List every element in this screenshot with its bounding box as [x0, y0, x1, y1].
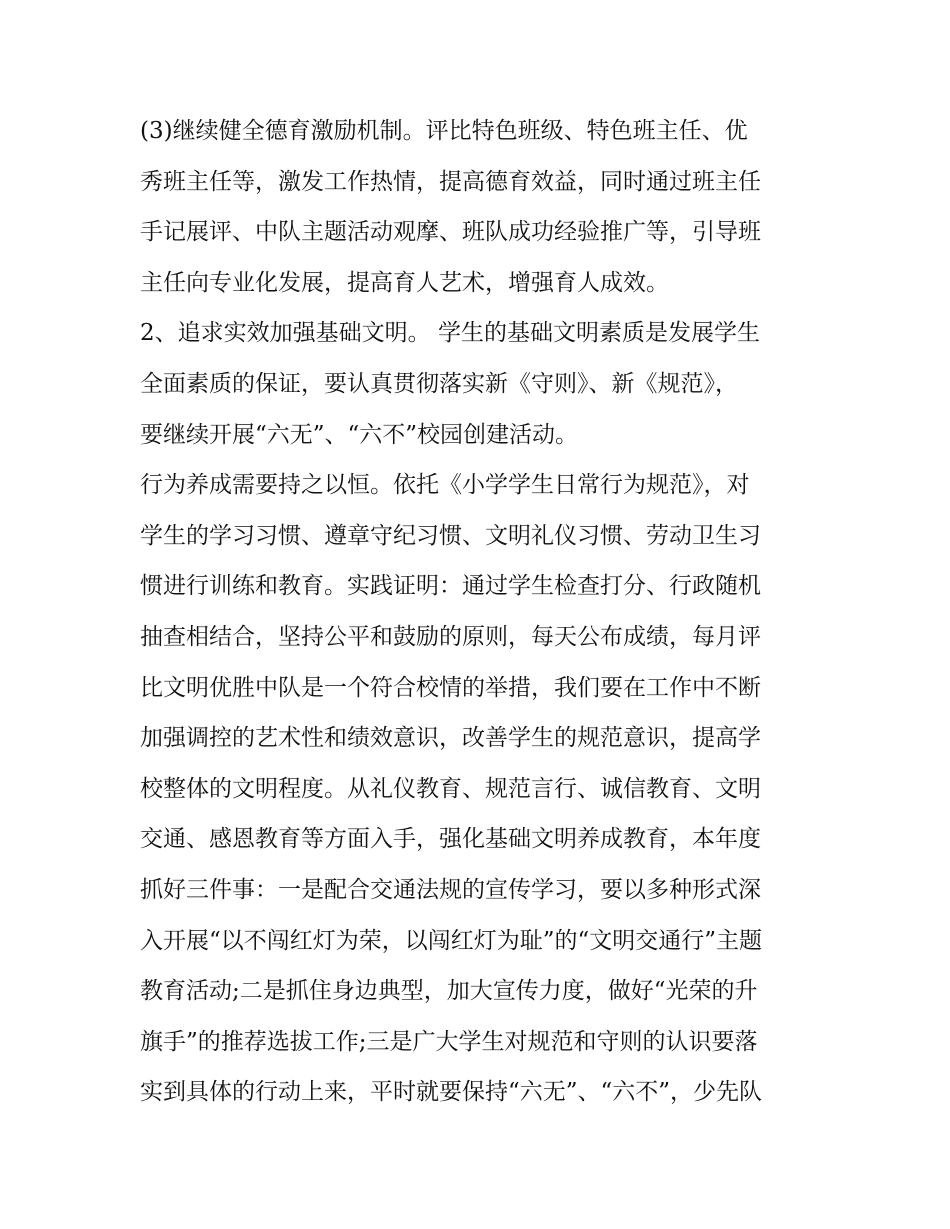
- text-line: 要继续开展“六无”、“六不”校园创建活动。: [140, 421, 579, 448]
- body-text: [140, 106, 820, 1118]
- text-line: 比文明优胜中队是一个符合校情的举措，我们要在工作中不断: [140, 674, 761, 701]
- text-line: 校整体的文明程度。从礼仪教育、规范言行、诚信教育、文明: [140, 775, 761, 802]
- text-line: 手记展评、中队主题活动观摩、班队成功经验推广等，引导班: [140, 219, 761, 246]
- text-line: 2、追求实效加强基础文明。 学生的基础文明素质是发展学生: [140, 320, 760, 347]
- text-line: 全面素质的保证，要认真贯彻落实新《守则》、新《规范》，: [140, 370, 738, 397]
- text-line: 惯进行训练和教育。实践证明：通过学生检查打分、行政随机: [140, 573, 761, 600]
- text-line: 抽查相结合，坚持公平和鼓励的原则，每天公布成绩，每月评: [140, 623, 761, 650]
- text-line: 教育活动;二是抓住身边典型，加大宣传力度，做好“光荣的升: [140, 978, 758, 1005]
- text-line: 学生的学习习惯、遵章守纪习惯、文明礼仪习惯、劳动卫生习: [140, 522, 761, 549]
- text-line: 主任向专业化发展，提高育人艺术，增强育人成效。: [140, 269, 669, 296]
- text-line: 抓好三件事：一是配合交通法规的宣传学习，要以多种形式深: [140, 876, 761, 903]
- text-line: 秀班主任等，激发工作热情，提高德育效益，同时通过班主任: [140, 168, 761, 195]
- text-line: 行为养成需要持之以恒。依托《小学学生日常行为规范》，对: [140, 472, 750, 499]
- text-line: (3)继续健全德育激励机制。评比特色班级、特色班主任、优: [140, 118, 748, 144]
- text-line: 旗手”的推荐选拔工作;三是广大学生对规范和守则的认识要落: [140, 1028, 758, 1055]
- text-line: 交通、感恩教育等方面入手，强化基础文明养成教育，本年度: [140, 826, 761, 853]
- text-line: 加强调控的艺术性和绩效意识，改善学生的规范意识，提高学: [140, 725, 761, 752]
- text-line: 入开展“以不闯红灯为荣，以闯红灯为耻”的“文明交通行”主题: [140, 927, 763, 954]
- text-line: 实到具体的行动上来，平时就要保持“六无”、“六不”，少先队: [140, 1079, 763, 1106]
